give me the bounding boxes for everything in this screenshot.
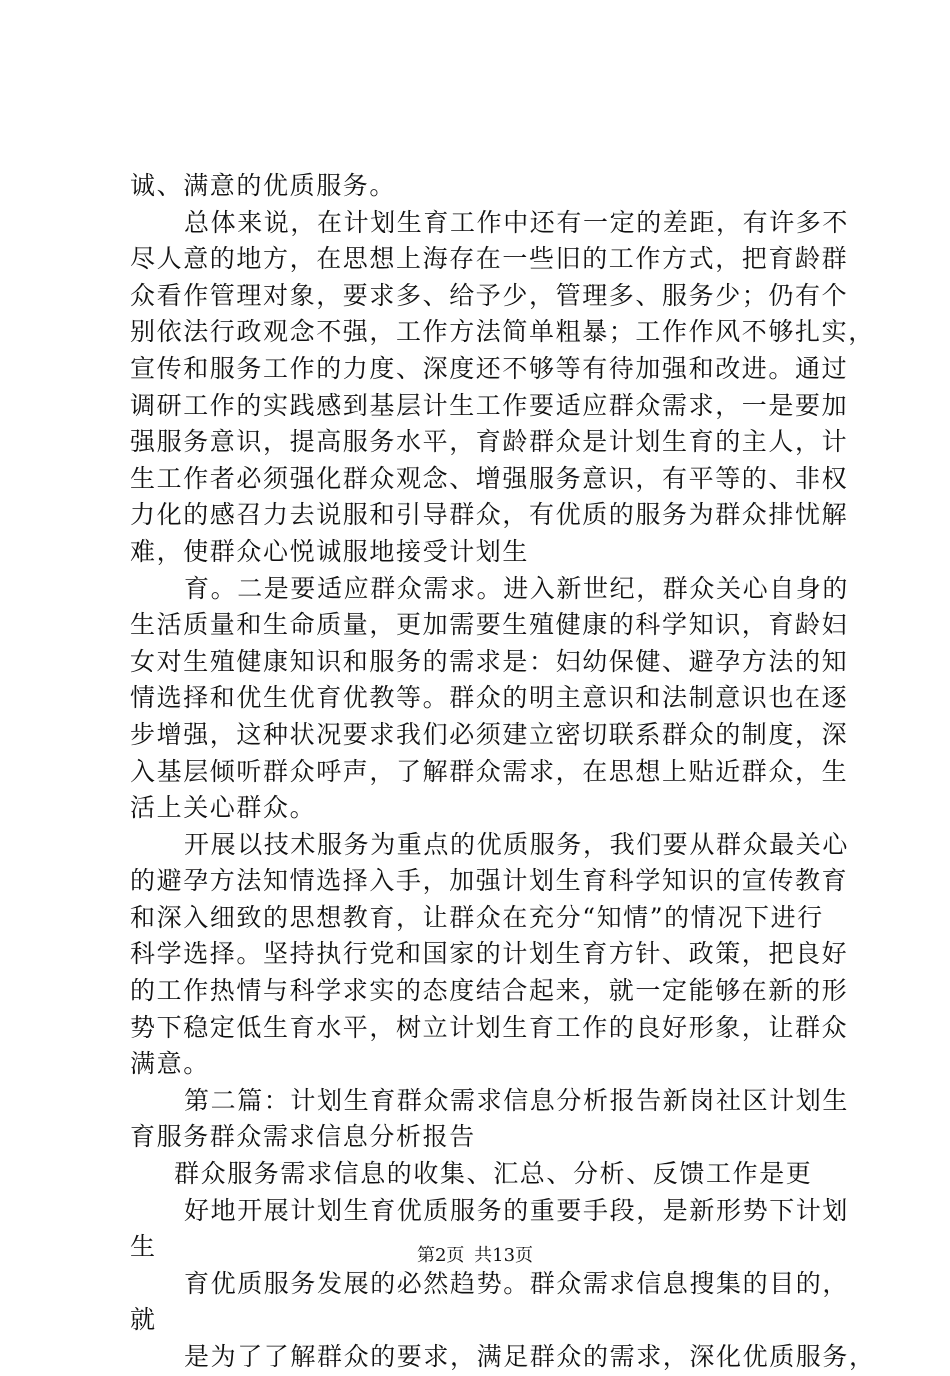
text-line: 总体来说，在计划生育工作中还有一定的差距，有许多不 xyxy=(184,207,850,237)
text-line: 入基层倾听群众呼声，了解群众需求，在思想上贴近群众，生 xyxy=(130,756,849,786)
text-line: 步增强，这种状况要求我们必须建立密切联系群众的制度，深 xyxy=(130,719,849,749)
text-line: 的避孕方法知情选择入手，加强计划生育科学知识的宣传教育 xyxy=(130,866,849,896)
text-line: 就 xyxy=(130,1305,157,1335)
text-line: 宣传和服务工作的力度、深度还不够等有待加强和改进。通过 xyxy=(130,353,849,383)
text-line: 育优质服务发展的必然趋势。群众需求信息搜集的目的， xyxy=(184,1268,850,1298)
text-line: 开展以技术服务为重点的优质服务，我们要从群众最关心 xyxy=(184,829,850,859)
text-line: 满意。 xyxy=(130,1049,210,1079)
text-line: 活上关心群众。 xyxy=(130,793,317,823)
page-footer xyxy=(0,1244,950,1268)
text-line: 众看作管理对象，要求多、给予少，管理多、服务少；仍有个 xyxy=(130,280,849,310)
page-total: 共13页 xyxy=(474,1245,534,1266)
text-line: 女对生殖健康知识和服务的需求是：妇幼保健、避孕方法的知 xyxy=(130,646,849,676)
text-line: 生工作者必须强化群众观念、增强服务意识，有平等的、非权 xyxy=(130,463,849,493)
text-line: 势下稳定低生育水平，树立计划生育工作的良好形象，让群众 xyxy=(130,1012,849,1042)
text-line: 群众服务需求信息的收集、汇总、分析、反馈工作是更 xyxy=(174,1159,813,1189)
text-line: 别依法行政观念不强，工作方法简单粗暴；工作作风不够扎实， xyxy=(130,317,875,347)
text-line: 第二篇：计划生育群众需求信息分析报告新岗社区计划生 xyxy=(184,1085,850,1115)
text-line: 好地开展计划生育优质服务的重要手段，是新形势下计划 xyxy=(184,1195,850,1225)
text-line: 育。二是要适应群众需求。进入新世纪，群众关心自身的 xyxy=(184,573,850,603)
text-line: 是为了了解群众的要求，满足群众的需求，深化优质服务， xyxy=(184,1342,876,1371)
text-line: 和深入细致的思想教育，让群众在充分“知情”的情况下进行 xyxy=(130,902,824,932)
text-line: 难，使群众心悦诚服地接受计划生 xyxy=(130,536,530,566)
text-line: 尽人意的地方，在思想上海存在一些旧的工作方式，把育龄群 xyxy=(130,244,849,274)
text-line: 强服务意识，提高服务水平，育龄群众是计划生育的主人，计 xyxy=(130,427,849,457)
text-line: 科学选择。坚持执行党和国家的计划生育方针、政策，把良好 xyxy=(130,939,849,969)
text-line: 诚、满意的优质服务。 xyxy=(130,171,397,200)
text-line: 力化的感召力去说服和引导群众，有优质的服务为群众排忧解 xyxy=(130,500,849,530)
page-number: 第2页 xyxy=(416,1245,465,1266)
document-body xyxy=(130,168,876,1376)
text-line: 情选择和优生优育优教等。群众的明主意识和法制意识也在逐 xyxy=(130,683,849,713)
text-line: 育服务群众需求信息分析报告 xyxy=(130,1122,476,1152)
text-line: 调研工作的实践感到基层计生工作要适应群众需求，一是要加 xyxy=(130,390,849,420)
text-line: 的工作热情与科学求实的态度结合起来，就一定能够在新的形 xyxy=(130,976,849,1006)
text-line: 生 xyxy=(130,1232,157,1262)
text-line: 生活质量和生命质量，更加需要生殖健康的科学知识，育龄妇 xyxy=(130,610,849,640)
